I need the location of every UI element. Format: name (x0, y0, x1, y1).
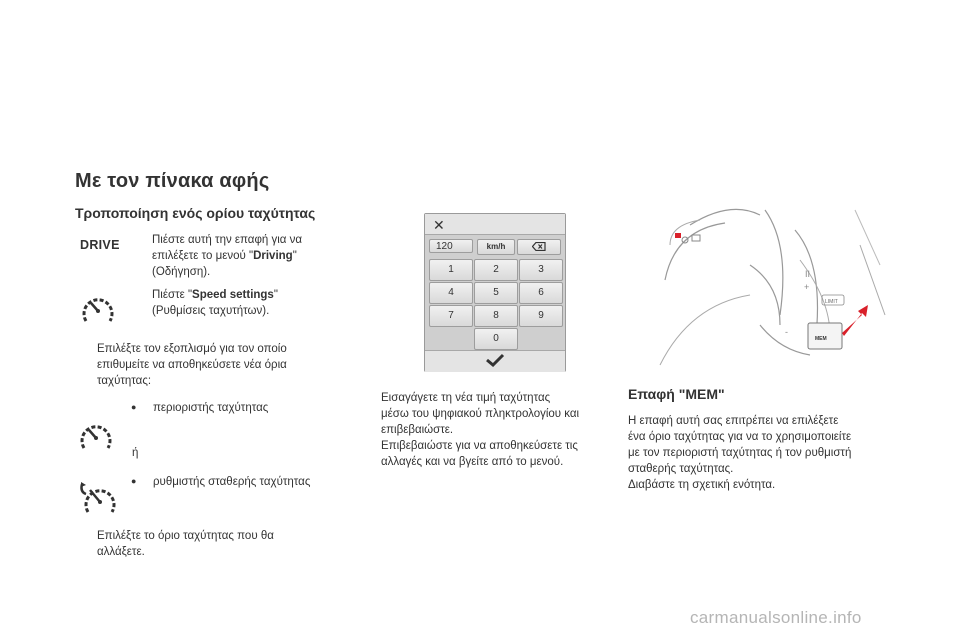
step-1-line-2 (152, 248, 352, 264)
close-icon[interactable]: ✕ (433, 217, 445, 233)
step-1-line-2c: " (292, 250, 297, 262)
cruise-control-icon (78, 480, 118, 516)
step-5-line-1: Εισαγάγετε τη νέα τιμή ταχύτητας (381, 392, 551, 404)
step-6-text (381, 438, 621, 470)
svg-text:+: + (804, 282, 810, 292)
speed-value-display[interactable]: 120 (429, 239, 473, 253)
mem-line-2: ένα όριο ταχύτητας για να το χρησιμοποιείτε (628, 431, 852, 443)
key-3[interactable]: 3 (519, 259, 563, 281)
step-5-line-3: επιβεβαιώστε. (381, 424, 454, 436)
bullet-dot: ● (131, 476, 137, 486)
checkmark-icon[interactable] (484, 353, 506, 367)
step-5-text (381, 390, 621, 438)
step-1-line-2a: επιλέξετε το μενού " (152, 250, 254, 262)
step-2-line-1c: " (273, 289, 278, 301)
step-5-line-2: μέσω του ψηφιακού πληκτρολογίου και (381, 408, 580, 420)
page-title: Με τον πίνακα αφής (75, 170, 270, 192)
step-3-line-3: ταχύτητας: (97, 375, 152, 387)
key-9[interactable]: 9 (519, 305, 563, 327)
step-1-text (152, 232, 352, 280)
speed-limiter-icon (78, 420, 114, 452)
option-speed-limiter: περιοριστής ταχύτητας (153, 402, 269, 414)
keypad-top-bar (425, 214, 565, 235)
step-6-line-2: αλλαγές και να βγείτε από το μενού. (381, 456, 564, 468)
svg-text:II: II (805, 269, 811, 279)
limit-label: LIMIT (825, 299, 838, 305)
steering-wheel-illustration (630, 205, 890, 375)
step-2-line-2: (Ρυθμίσεις ταχυτήτων). (152, 305, 270, 317)
mem-description (628, 413, 908, 493)
bullet-dot: ● (131, 402, 137, 412)
drive-label: DRIVE (80, 238, 120, 252)
backspace-button[interactable] (517, 239, 561, 255)
speed-settings-label: Speed settings (192, 289, 274, 301)
step-3-line-2: επιθυμείτε να αποθηκεύσετε νέα όρια (97, 359, 287, 371)
driving-label: Driving (253, 250, 293, 262)
key-7[interactable]: 7 (429, 305, 473, 327)
mem-line-4: σταθερής ταχύτητας. (628, 463, 734, 475)
section-subtitle: Τροποποίηση ενός ορίου ταχύτητας (75, 205, 316, 221)
step-4-line-1: Επιλέξτε το όριο ταχύτητας που θα (97, 530, 274, 542)
mem-heading: Επαφή "MEM" (628, 386, 725, 402)
step-2-line-1a: Πιέστε " (152, 289, 193, 301)
mem-line-3: με τον περιοριστή ταχύτητας ή τον ρυθμιστή (628, 447, 852, 459)
red-arrow-icon (842, 305, 868, 336)
speedometer-icon (80, 293, 116, 325)
key-1[interactable]: 1 (429, 259, 473, 281)
numeric-keypad-screen (424, 213, 566, 372)
step-3-line-1: Επιλέξτε τον εξοπλισμό για τον οποίο (97, 343, 287, 355)
step-6-line-1: Επιβεβαιώστε για να αποθηκεύσετε τις (381, 440, 578, 452)
step-3-text (97, 341, 337, 389)
step-1-line-1: Πιέστε αυτή την επαφή για να (152, 234, 303, 246)
unit-button[interactable]: km/h (477, 239, 515, 255)
step-2-text (152, 287, 352, 319)
watermark: carmanualsonline.info (690, 608, 862, 627)
key-4[interactable]: 4 (429, 282, 473, 304)
or-text: ή (132, 447, 139, 459)
key-2[interactable]: 2 (474, 259, 518, 281)
option-cruise-control: ρυθμιστής σταθερής ταχύτητας (153, 476, 311, 488)
svg-text:-: - (785, 327, 788, 337)
backspace-icon (532, 242, 546, 251)
step-4-text (97, 528, 337, 560)
step-1-line-3: (Οδήγηση). (152, 266, 211, 278)
key-8[interactable]: 8 (474, 305, 518, 327)
key-6[interactable]: 6 (519, 282, 563, 304)
mem-label: MEM (815, 336, 827, 342)
mem-line-5: Διαβάστε τη σχετική ενότητα. (628, 479, 776, 491)
key-5[interactable]: 5 (474, 282, 518, 304)
key-0[interactable]: 0 (474, 328, 518, 350)
step-2-line-1 (152, 287, 352, 303)
mem-line-1: Η επαφή αυτή σας επιτρέπει να επιλέξετε (628, 415, 839, 427)
step-4-line-2: αλλάξετε. (97, 546, 145, 558)
